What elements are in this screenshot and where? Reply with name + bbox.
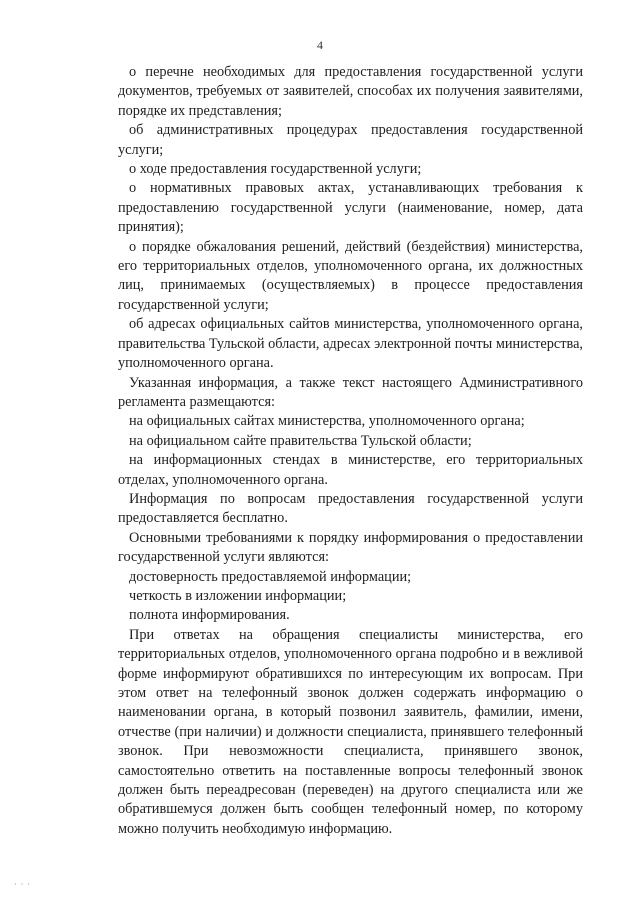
paragraph: о перечне необходимых для предоставления государственной услуги документов, требуемых от заявителей, способах их получения заявителями, порядке их представления; [118,64,583,119]
paragraph: о ходе предоставления государственной услуги; [129,161,422,178]
paragraph: на официальном сайте правительства Тульской области; [129,432,472,449]
document-body [118,63,583,839]
paragraph: об адресах официальных сайтов министерства, уполномоченного органа, правительства Тульской области, адресах электронной почты министерства, уполномоченного органа. [118,316,583,372]
paragraph: четкость в изложении информации; [129,587,347,604]
page-number: 4 [317,38,323,52]
paragraph: об административных процедурах предоставления государственной услуги; [118,122,583,158]
paragraph: о нормативных правовых актах, устанавливающих требования к предоставлению государственной услуги (наименование, номер, дата принятия); [118,180,583,236]
paragraph: полнота информирования. [129,607,290,624]
scan-margin-marks: · · · [14,880,31,889]
paragraph: на официальных сайтах министерства, уполномоченного органа; [129,413,525,430]
paragraph: Информация по вопросам предоставления государственной услуги предоставляется бесплатно. [118,490,583,527]
paragraph: Указанная информация, а также текст настоящего Административного регламента размещаются: [118,374,583,410]
paragraph: достоверность предоставляемой информации; [129,568,412,585]
paragraph: на информационных стендах в министерстве, его территориальных отделах, уполномоченного органа. [118,452,583,488]
paragraph: о порядке обжалования решений, действий (бездействия) министерства, его территориальных отделов, уполномоченного органа, их должностных лиц, принимаемых (осуществляемых) в процессе предоставления государственной услуги; [118,238,583,313]
paragraph: Основными требованиями к порядку информирования о предоставлении государственной услуги являются: [118,529,583,566]
paragraph: При ответах на обращения специалисты министерства, его территориальных отделов, уполномоченного органа подробно и в вежливой форме информируют обратившихся по интересующим их вопросам. При этом ответ на телефонный звонок должен содержать информацию о наименовании органа, в который позвонил заявитель, фамилии, имени, отчестве (при наличии) и должности специалиста, принявшего телефонный звонок. При невозможности специалиста, принявшего звонок, самостоятельно ответить на поставленные вопросы телефонный звонок должен быть переадресован (переведен) на другого специалиста или же обратившемуся должен быть сообщен телефонный номер, по которому можно получить необходимую информацию. [118,626,583,837]
